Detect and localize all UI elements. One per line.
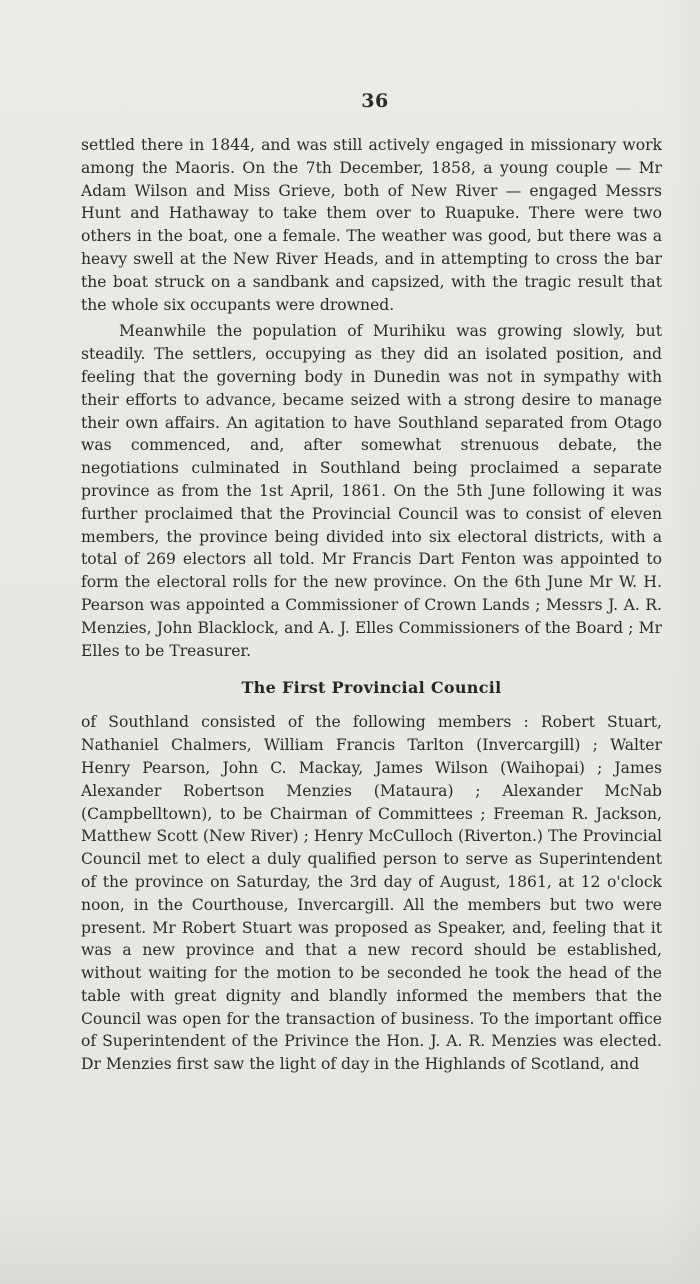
paragraph-first-council: of Southland consisted of the following members : Robert Stuart, Nathaniel Chalmers, William Francis Tarlton (Invercargill) ; Walter Henry Pearson, John C. Mackay, James Wilson (Waihopai) ; James Alexander Robertson Menzies (Mataura) ; Alexander McNab (Campbelltown), to be Chairman of Committees ; Freeman R. Jackson, Matthew Scott (New River) ; Henry McCulloch (Riverton.) The Provincial Council met to elect a duly qualified person to serve as Superintendent of the province on Saturday, the 3rd day of August, 1861, at 12 o'clock noon, in the Courthouse, Invercargill. All the members but two were present. Mr Robert Stuart was proposed as Speaker, and, feeling that it was a new province and that a new record should be established, without waiting for the motion to be seconded he took the head of the table with great dignity and blandly informed the members that the Council was open for the transaction of business. To the important office of Superintendent of the Privince the Hon. J. A. R. Menzies was elected. Dr Menzies first saw the light of day in the Highlands of Scotland, and (81, 713, 662, 1074)
page-edge-shade (664, 0, 700, 1284)
page-number: 36 (361, 90, 389, 112)
page-body (81, 134, 662, 1076)
page-bottom-shade (0, 1194, 700, 1284)
section-heading: The First Provincial Council (241, 678, 502, 698)
paragraph-southland-separation: Meanwhile the population of Murihiku was growing slowly, but steadily. The settlers, occupying as they did an isolated position, and feeling that the governing body in Dunedin was not in sympathy with their efforts to advance, became seized with a strong desire to manage their own affairs. An agitation to have Southland separated from Otago was commenced, and, after somewhat strenuous debate, the negotiations culminated in Southland being proclaimed a separate province as from the 1st April, 1861. On the 5th June following it was further proclaimed that the Provincial Council was to consist of eleven members, the province being divided into six electoral districts, with a total of 269 electors all told. Mr Francis Dart Fenton was appointed to form the electoral rolls for the new province. On the 6th June Mr W. H. Pearson was appointed a Commissioner of Crown Lands ; Messrs J. A. R. Menzies, John Blacklock, and A. J. Elles Commissioners of the Board ; Mr Elles to be Treasurer. (81, 322, 662, 660)
paragraph-missionary-drowning: settled there in 1844, and was still actively engaged in missionary work among the Maoris. On the 7th December, 1858, a young couple — Mr Adam Wilson and Miss Grieve, both of New River — engaged Messrs Hunt and Hathaway to take them over to Ruapuke. There were two others in the boat, one a female. The weather was good, but there was a heavy swell at the New River Heads, and in attempting to cross the bar the boat struck on a sandbank and capsized, with the tragic result that the whole six occupants were drowned. (81, 136, 662, 314)
